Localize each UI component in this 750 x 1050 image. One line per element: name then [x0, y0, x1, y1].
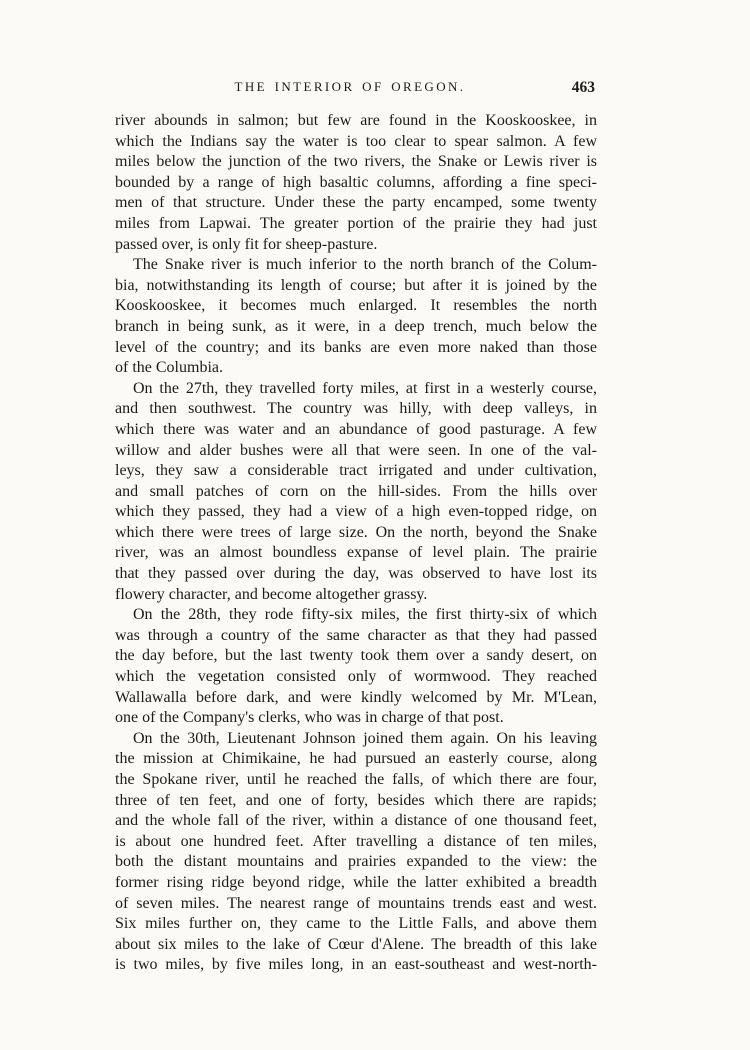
body-text — [115, 111, 597, 976]
text-line: men of that structure. Under these the party encamped, some twenty — [115, 194, 597, 212]
running-head — [0, 79, 750, 103]
text-line: river, was an almost boundless expanse of level plain. The prairie — [115, 544, 597, 562]
paragraph — [115, 255, 597, 379]
text-line: which they passed, they had a view of a high even-topped ridge, on — [115, 503, 597, 521]
text-line: that they passed over during the day, was observed to have lost its — [115, 565, 597, 583]
text-line: of seven miles. The nearest range of mountains trends east and west. — [115, 894, 597, 912]
text-line: and small patches of corn on the hill-sides. From the hills over — [115, 482, 597, 500]
text-line: the mission at Chimikaine, he had pursued an easterly course, along — [115, 750, 597, 768]
text-line: leys, they saw a considerable tract irrigated and under cultivation, — [115, 462, 597, 480]
text-line: was through a country of the same character as that they had passed — [115, 626, 597, 644]
text-line: three of ten feet, and one of forty, besides which there are rapids; — [115, 791, 597, 809]
text-line: Six miles further on, they came to the Little Falls, and above them — [115, 915, 597, 933]
text-line: bia, notwithstanding its length of course; but after it is joined by the — [115, 276, 597, 294]
running-title: THE INTERIOR OF OREGON. — [234, 79, 466, 94]
text-line: flowery character, and become altogether grassy. — [115, 585, 428, 603]
text-line: Wallawalla before dark, and were kindly welcomed by Mr. M'Lean, — [115, 688, 597, 706]
text-line: which the vegetation consisted only of wormwood. They reached — [115, 668, 597, 686]
paragraph — [115, 729, 597, 976]
text-line: is about one hundred feet. After travelling a distance of ten miles, — [115, 832, 597, 850]
text-line: passed over, is only fit for sheep-pasture. — [115, 235, 378, 253]
text-line: and then southwest. The country was hilly, with deep valleys, in — [115, 400, 597, 418]
text-line: both the distant mountains and prairies expanded to the view: the — [115, 853, 597, 871]
text-line: bounded by a range of high basaltic columns, affording a fine speci- — [115, 173, 597, 191]
text-line: former rising ridge beyond ridge, while the latter exhibited a breadth — [115, 873, 597, 891]
text-line: which the Indians say the water is too clear to spear salmon. A few — [115, 132, 597, 150]
text-line: is two miles, by five miles long, in an east-southeast and west-north- — [115, 956, 597, 974]
text-line: The Snake river is much inferior to the north branch of the Colum- — [133, 256, 597, 274]
text-line: river abounds in salmon; but few are found in the Kooskooskee, in — [115, 112, 597, 129]
text-line: and the whole fall of the river, within a distance of one thousand feet, — [115, 812, 597, 830]
paragraph — [115, 605, 597, 729]
text-line: branch in being sunk, as it were, in a deep trench, much below the — [115, 317, 597, 335]
paragraph — [115, 111, 597, 255]
text-line: On the 28th, they rode fifty-six miles, the first thirty-six of which — [133, 606, 597, 624]
paragraph — [115, 379, 597, 606]
text-line: which there were trees of large size. On the north, beyond the Snake — [115, 523, 597, 541]
text-line: the Spokane river, until he reached the falls, of which there are four, — [115, 771, 597, 788]
text-line: level of the country; and its banks are even more naked than those — [115, 338, 597, 356]
text-line: Kooskooskee, it becomes much enlarged. It resembles the north — [115, 297, 597, 315]
text-line: miles from Lapwai. The greater portion of the prairie they had just — [115, 214, 597, 232]
text-line: which there was water and an abundance of good pasturage. A few — [115, 420, 597, 438]
text-line: one of the Company's clerks, who was in charge of that post. — [115, 709, 504, 727]
text-line: miles below the junction of the two rivers, the Snake or Lewis river is — [115, 153, 597, 171]
text-line: of the Columbia. — [115, 359, 223, 377]
text-line: On the 27th, they travelled forty miles, at first in a westerly course, — [133, 379, 597, 397]
text-line: the day before, but the last twenty took them over a sandy desert, on — [115, 647, 597, 665]
page-number: 463 — [571, 79, 595, 96]
text-line: willow and alder bushes were all that were seen. In one of the val- — [115, 441, 597, 459]
text-line: about six miles to the lake of Cœur d'Alene. The breadth of this lake — [115, 935, 597, 953]
text-line: On the 30th, Lieutenant Johnson joined them again. On his leaving — [133, 729, 597, 747]
